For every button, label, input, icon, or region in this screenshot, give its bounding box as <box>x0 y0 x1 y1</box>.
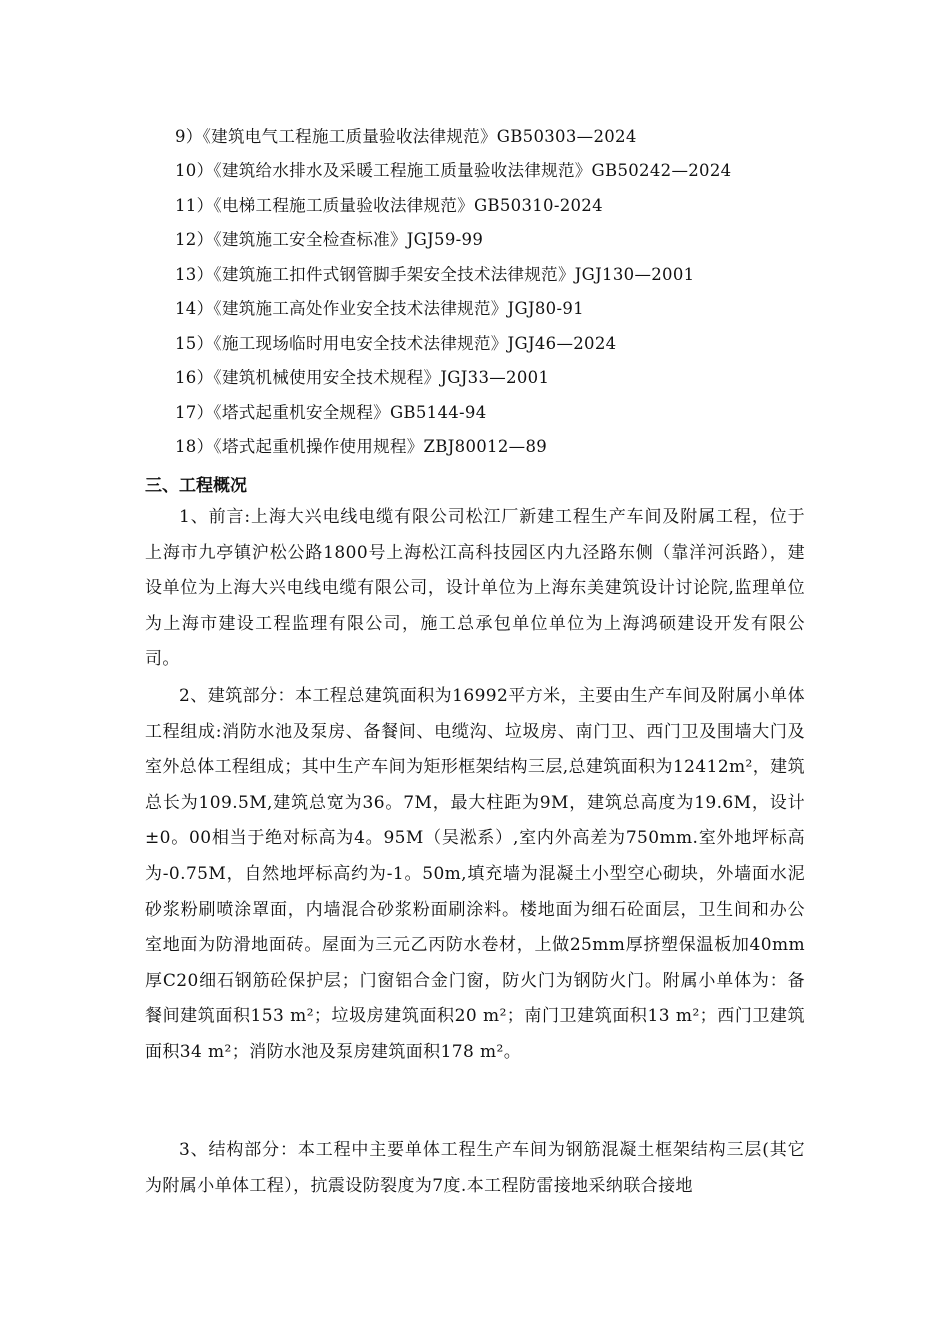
paragraph-introduction: 1、前言:上海大兴电线电缆有限公司松江厂新建工程生产车间及附属工程，位于上海市九亭镇沪松公路1800号上海松江高科技园区内九泾路东侧（靠洋河浜路），建设单位为上海大兴电线电缆有限公司，设计单位为上海东美建筑设计讨论院,监理单位为上海市建设工程监理有限公司，施工总承包单位单位为上海鸿硕建设开发有限公司。 <box>145 507 805 670</box>
reference-item: 16）《建筑机械使用安全技术规程》JGJ33—2001 <box>175 368 550 387</box>
reference-item: 13）《建筑施工扣件式钢管脚手架安全技术法律规范》JGJ130—2001 <box>175 265 695 284</box>
reference-item: 18）《塔式起重机操作使用规程》ZBJ80012—89 <box>175 437 548 456</box>
reference-item: 14）《建筑施工高处作业安全技术法律规范》JGJ80-91 <box>175 299 584 318</box>
reference-item: 10）《建筑给水排水及采暖工程施工质量验收法律规范》GB50242—2024 <box>175 161 732 180</box>
paragraph-architecture: 2、建筑部分：本工程总建筑面积为16992平方米，主要由生产车间及附属小单体工程组成:消防水池及泵房、备餐间、电缆沟、垃圾房、南门卫、西门卫及围墙大门及室外总体工程组成；其中生产车间为矩形框架结构三层,总建筑面积为12412m²，建筑总长为109.5M,建筑总宽为36。7M，最大柱距为9M，建筑总高度为19.6M，设计±0。00相当于绝对标高为4。95M（吴淞系）,室内外高差为750mm.室外地坪标高为-0.75M，自然地坪标高约为-1。50m,填充墙为混凝土小型空心砌块，外墙面水泥砂浆粉刷喷涂罩面，内墙混合砂浆粉面刷涂料。楼地面为细石砼面层，卫生间和办公室地面为防滑地面砖。屋面为三元乙丙防水卷材，上做25mm厚挤塑保温板加40mm厚C20细石钢筋砼保护层；门窗铝合金门窗，防火门为钢防火门。附属小单体为：备餐间建筑面积153 m²；垃圾房建筑面积20 m²；南门卫建筑面积13 m²；西门卫建筑面积34 m²；消防水池及泵房建筑面积178 m²。 <box>145 686 805 1062</box>
reference-item: 12）《建筑施工安全检查标准》JGJ59-99 <box>175 230 484 249</box>
paragraph-structure: 3、结构部分：本工程中主要单体工程生产车间为钢筋混凝土框架结构三层(其它为附属小单体工程），抗震设防裂度为7度.本工程防雷接地采纳联合接地 <box>145 1140 805 1196</box>
reference-item: 15）《施工现场临时用电安全技术法律规范》JGJ46—2024 <box>175 334 617 353</box>
reference-item: 17）《塔式起重机安全规程》GB5144-94 <box>175 403 487 422</box>
reference-item: 9）《建筑电气工程施工质量验收法律规范》GB50303—2024 <box>175 127 637 146</box>
reference-item: 11）《电梯工程施工质量验收法律规范》GB50310-2024 <box>175 196 603 215</box>
section-heading: 三、工程概况 <box>145 476 247 496</box>
